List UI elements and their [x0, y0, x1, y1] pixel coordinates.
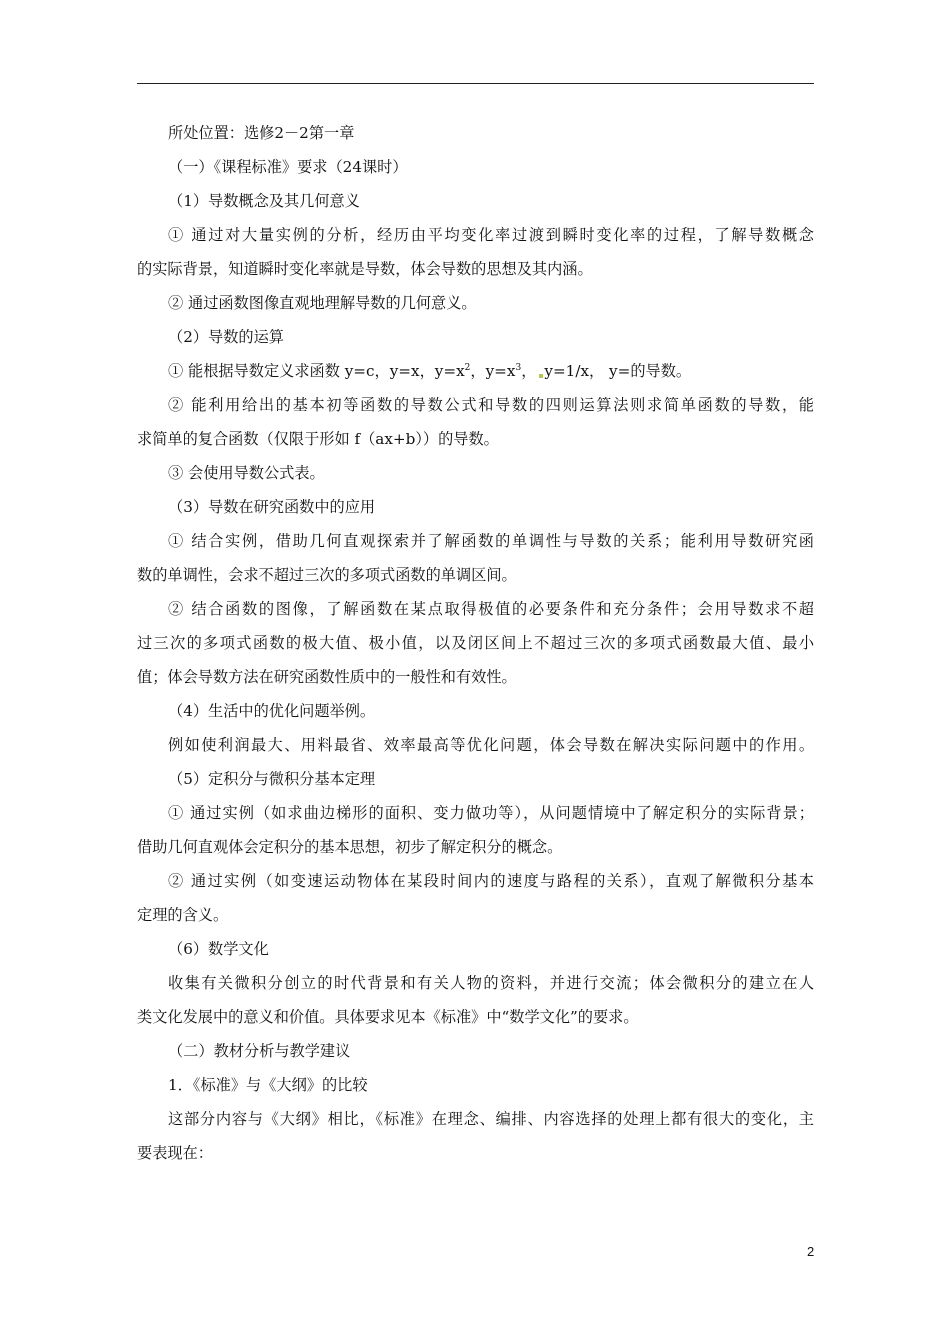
subsection-heading: （4）生活中的优化问题举例。 — [168, 702, 376, 720]
location-line: 所处位置：选修2－2第一章 — [168, 124, 355, 142]
paragraph-line: ③ 会使用导数公式表。 — [168, 464, 325, 482]
paragraph-line: 数的单调性，会求不超过三次的多项式函数的单调区间。 — [137, 566, 517, 584]
subsection-heading: （5）定积分与微积分基本定理 — [168, 770, 376, 788]
paragraph-line: 收集有关微积分创立的时代背景和有关人物的资料，并进行交流；体会微积分的建立在人 — [168, 974, 814, 992]
paragraph-line: 求简单的复合函数（仅限于形如 f（ax+b））的导数。 — [137, 430, 499, 448]
exponent: 3 — [515, 363, 522, 373]
subsection-heading: （3）导数在研究函数中的应用 — [168, 498, 376, 516]
paragraph-line: ② 能利用给出的基本初等函数的导数公式和导数的四则运算法则求简单函数的导数，能 — [168, 396, 814, 414]
document-body — [137, 116, 814, 1170]
paragraph-line: 这部分内容与《大纲》相比，《标准》在理念、编排、内容选择的处理上都有很大的变化，主 — [168, 1110, 814, 1128]
subsection-heading: 1．《标准》与《大纲》的比较 — [168, 1076, 368, 1094]
subsection-heading: （1）导数概念及其几何意义 — [168, 192, 360, 210]
exponent: 2 — [464, 363, 471, 373]
paragraph-line: ① 通过对大量实例的分析，经历由平均变化率过渡到瞬时变化率的过程，了解导数概念 — [168, 226, 814, 244]
paragraph-line: ② 结合函数的图像，了解函数在某点取得极值的必要条件和充分条件；会用导数求不超 — [168, 600, 814, 618]
paragraph-line: 过三次的多项式函数的极大值、极小值，以及闭区间上不超过三次的多项式函数最大值、最小 — [137, 634, 814, 652]
paragraph-line: 要表现在： — [137, 1144, 213, 1162]
paragraph-line: ① 结合实例，借助几何直观探索并了解函数的单调性与导数的关系；能利用导数研究函 — [168, 532, 814, 550]
formula-text: y=1/x， y=的导数。 — [544, 362, 692, 380]
header-rule — [137, 83, 814, 84]
highlight-mark — [539, 374, 543, 378]
paragraph-line-formula — [137, 354, 814, 388]
paragraph-line: ① 通过实例（如求曲边梯形的面积、变力做功等），从问题情境中了解定积分的实际背景； — [168, 804, 814, 822]
formula-text: ，y=x — [470, 362, 516, 380]
subsection-heading: （6）数学文化 — [168, 940, 269, 958]
page-number: 2 — [807, 1244, 815, 1259]
paragraph-line: 值；体会导数方法在研究函数性质中的一般性和有效性。 — [137, 668, 517, 686]
subsection-heading: （2）导数的运算 — [168, 328, 284, 346]
paragraph-line: ② 通过实例（如变速运动物体在某段时间内的速度与路程的关系），直观了解微积分基本 — [168, 872, 814, 890]
section-heading: （一）《课程标准》要求（24课时） — [168, 158, 408, 176]
paragraph-line: ② 通过函数图像直观地理解导数的几何意义。 — [168, 294, 477, 312]
section-heading: （二）教材分析与教学建议 — [168, 1042, 351, 1060]
formula-text: ， — [521, 362, 537, 380]
paragraph-line: 例如使利润最大、用料最省、效率最高等优化问题，体会导数在解决实际问题中的作用。 — [168, 736, 814, 754]
paragraph-line: 借助几何直观体会定积分的基本思想，初步了解定积分的概念。 — [137, 838, 563, 856]
paragraph-line: 类文化发展中的意义和价值。具体要求见本《标准》中“数学文化”的要求。 — [137, 1008, 639, 1026]
paragraph-line: 的实际背景，知道瞬时变化率就是导数，体会导数的思想及其内涵。 — [137, 260, 593, 278]
paragraph-line: 定理的含义。 — [137, 906, 229, 924]
formula-text: ① 能根据导数定义求函数 y=c，y=x，y=x — [168, 362, 465, 380]
